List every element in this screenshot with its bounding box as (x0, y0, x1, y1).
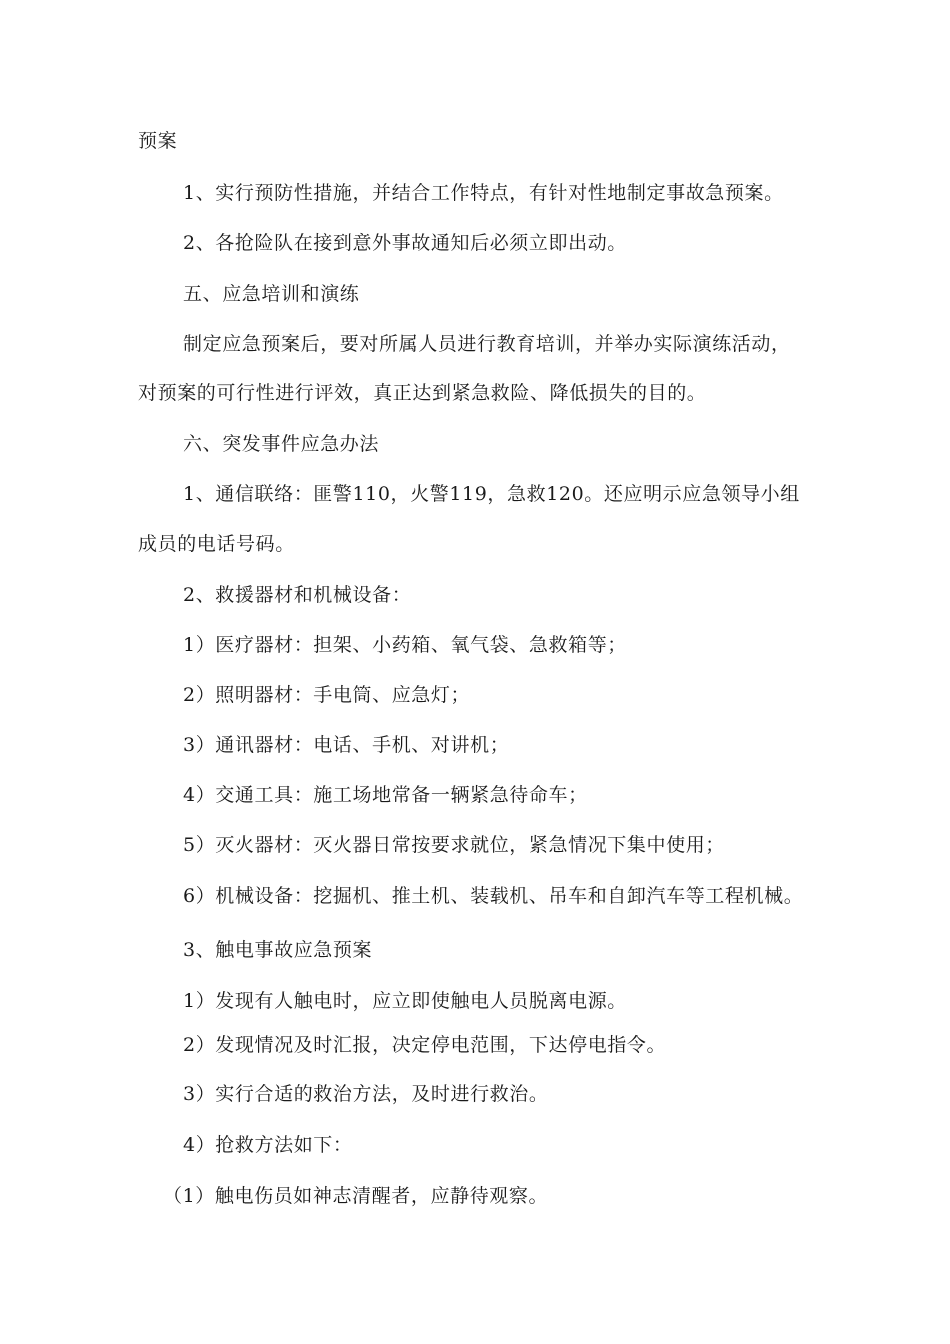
list-item: 3）实行合适的救治方法，及时进行救治。 (183, 1083, 549, 1105)
list-item: （1）触电伤员如神志清醒者，应静待观察。 (163, 1185, 549, 1207)
list-item: 4）抢救方法如下： (183, 1134, 353, 1156)
text-line: 2、各抢险队在接到意外事故通知后必须立即出动。 (183, 232, 627, 254)
text-line: 预案 (138, 130, 178, 152)
list-item: 3）通讯器材：电话、手机、对讲机； (183, 734, 510, 756)
text-line: 2、救援器材和机械设备： (183, 584, 412, 606)
text-line: 对预案的可行性进行评效，真正达到紧急救险、降低损失的目的。 (138, 382, 707, 404)
list-item: 1）医疗器材：担架、小药箱、氧气袋、急救箱等； (183, 634, 627, 656)
list-item: 1）发现有人触电时，应立即使触电人员脱离电源。 (183, 990, 627, 1012)
text-line: 1、实行预防性措施，并结合工作特点，有针对性地制定事故急预案。 (183, 182, 784, 204)
list-item: 5）灭火器材：灭火器日常按要求就位，紧急情况下集中使用； (183, 834, 725, 856)
section-heading: 六、突发事件应急办法 (183, 433, 380, 455)
text-line: 制定应急预案后，要对所属人员进行教育培训，并举办实际演练活动， (183, 333, 791, 355)
text-line: 1、通信联络：匪警110，火警119，急救120。还应明示应急领导小组 (183, 483, 800, 505)
list-item: 2）照明器材：手电筒、应急灯； (183, 684, 471, 706)
list-item: 2）发现情况及时汇报，决定停电范围，下达停电指令。 (183, 1034, 667, 1056)
section-heading: 五、应急培训和演练 (183, 283, 360, 305)
section-heading: 3、触电事故应急预案 (183, 939, 373, 961)
text-line: 成员的电话号码。 (138, 533, 295, 555)
list-item: 4）交通工具：施工场地常备一辆紧急待命车； (183, 784, 588, 806)
list-item: 6）机械设备：挖掘机、推土机、装载机、吊车和自卸汽车等工程机械。 (183, 885, 804, 907)
